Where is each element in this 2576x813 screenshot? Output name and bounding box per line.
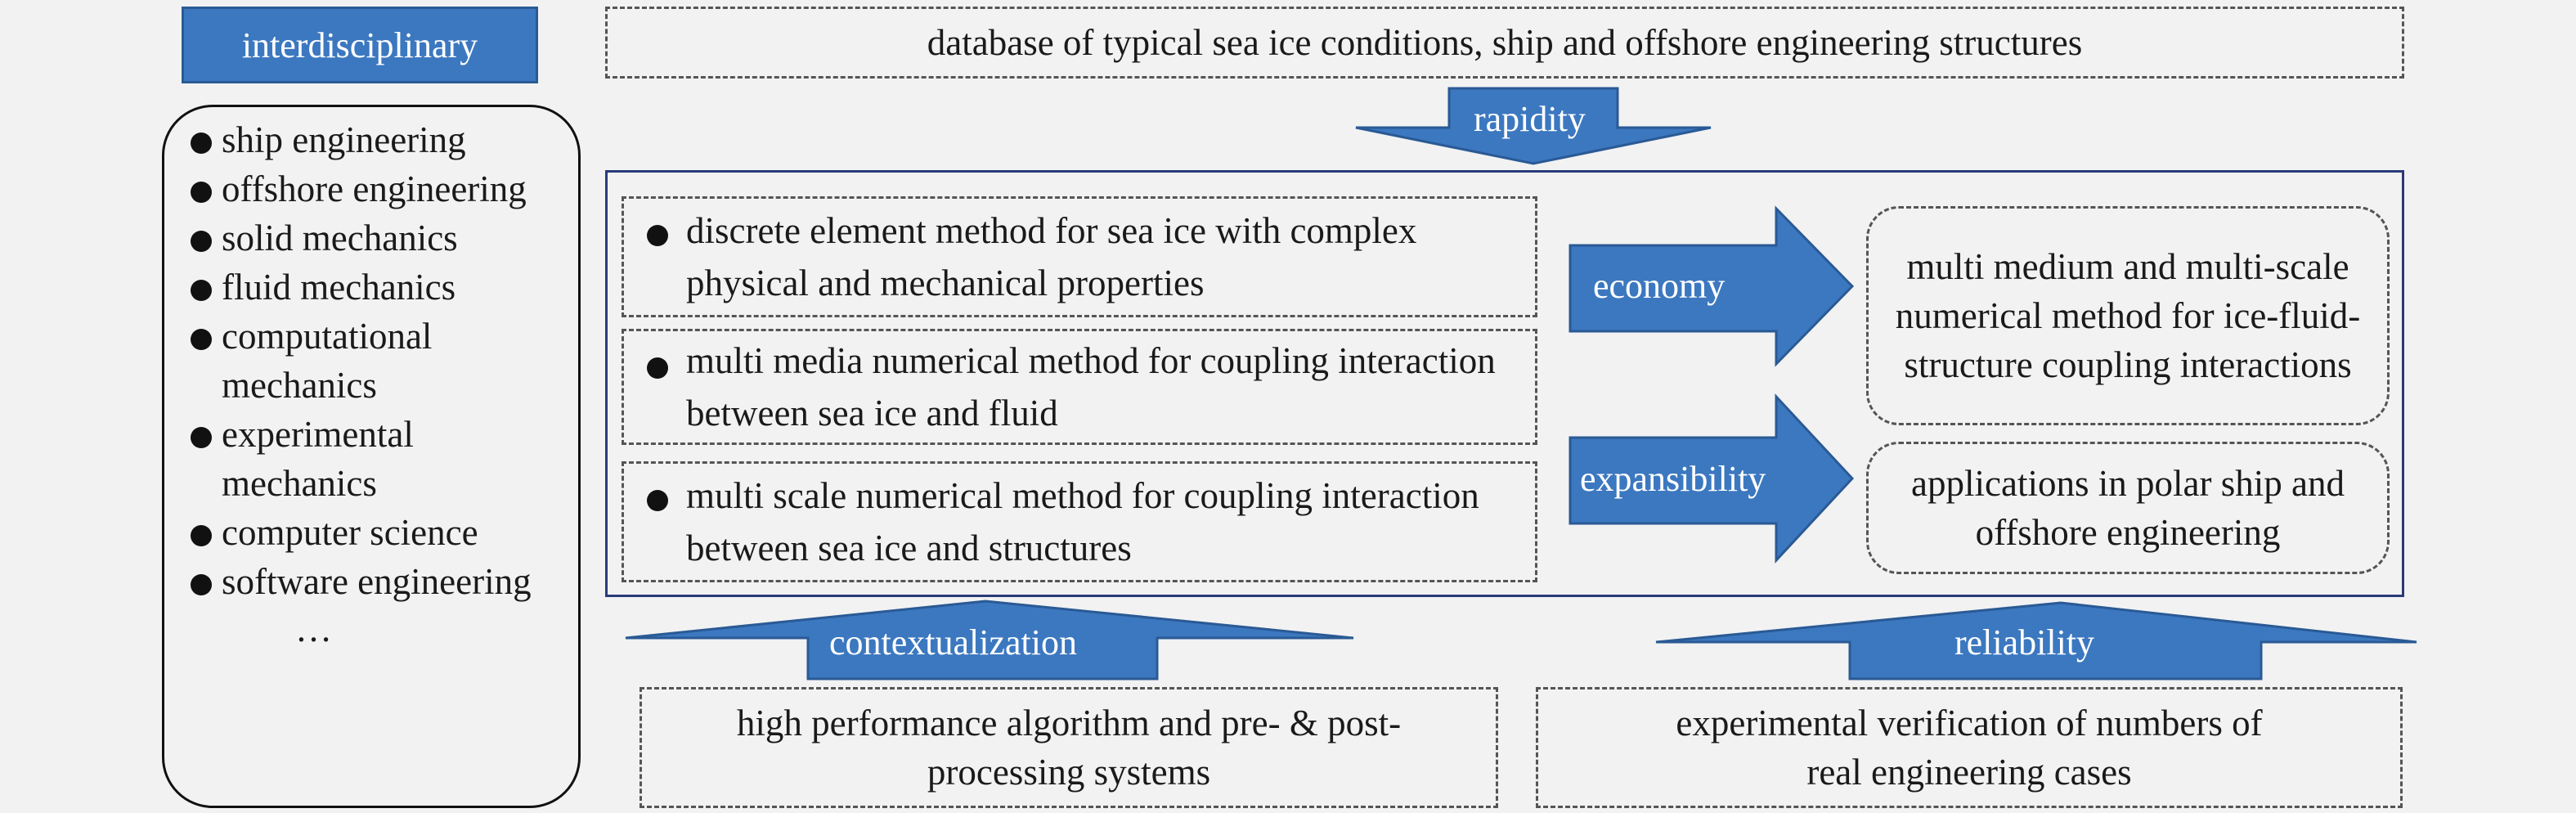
discipline-item: fluid mechanics	[189, 263, 562, 312]
contextualization-label: contextualization	[829, 622, 1077, 663]
discipline-item: computer science	[189, 508, 562, 557]
bullet-icon	[647, 225, 668, 246]
discipline-item: software engineering	[189, 557, 562, 606]
method-label: multi scale numerical method for coupling interaction between sea ice and structures	[686, 475, 1479, 568]
bullet-icon	[647, 357, 668, 379]
economy-label: economy	[1593, 266, 1726, 306]
rapidity-label: rapidity	[1474, 99, 1586, 139]
outcome-numerical-label: multi medium and multi-scale numerical method for ice-fluid-structure coupling interactions	[1895, 246, 2361, 385]
discipline-item: offshore engineering	[189, 164, 562, 213]
method-box-dem	[622, 196, 1537, 317]
method-box-fluid	[622, 329, 1537, 445]
verification-box	[1536, 687, 2403, 808]
discipline-item: experimental mechanics	[189, 410, 562, 508]
database-box	[605, 7, 2404, 79]
method-label: multi media numerical method for coupling interaction between sea ice and fluid	[686, 340, 1496, 433]
disciplines-ellipsis: …	[295, 609, 332, 649]
method-box-structures	[622, 461, 1537, 582]
discipline-item: ship engineering	[189, 115, 562, 164]
interdisciplinary-tag	[182, 7, 538, 83]
outcome-applications-box	[1866, 442, 2390, 574]
discipline-item: solid mechanics	[189, 213, 562, 263]
database-label: database of typical sea ice conditions, ship and offshore engineering structures	[927, 22, 2083, 63]
outcome-numerical-box	[1866, 206, 2390, 425]
algorithm-box	[640, 687, 1498, 808]
expansibility-label: expansibility	[1580, 459, 1766, 499]
discipline-item: computational mechanics	[189, 312, 562, 410]
disciplines-box	[162, 105, 581, 808]
method-label: discrete element method for sea ice with complex physical and mechanical properties	[686, 210, 1417, 303]
interdisciplinary-label: interdisciplinary	[241, 25, 478, 65]
bullet-icon	[647, 490, 668, 511]
reliability-label: reliability	[1954, 622, 2095, 663]
algorithm-label: high performance algorithm and pre- & post-processing systems	[736, 703, 1402, 793]
outcome-applications-label: applications in polar ship and offshore engineering	[1911, 463, 2345, 553]
disciplines-list	[189, 115, 562, 606]
verification-label: experimental verification of numbers of real engineering cases	[1676, 703, 2263, 793]
